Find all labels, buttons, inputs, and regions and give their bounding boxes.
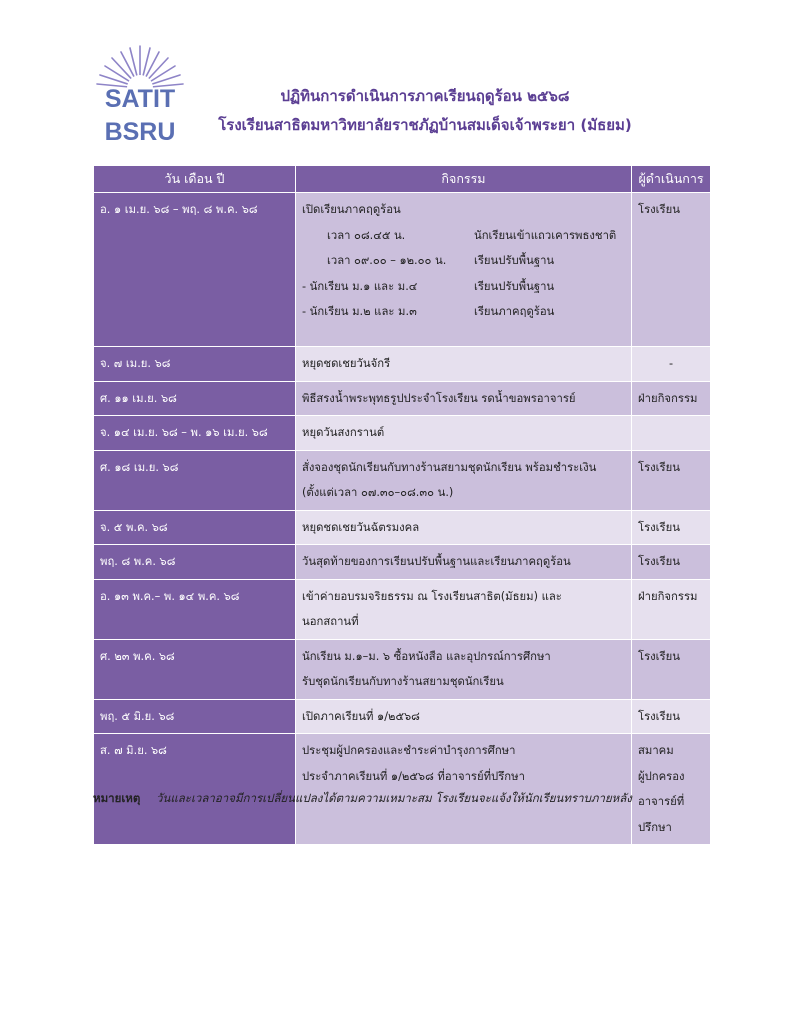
- row-activity: นักเรียน ม.๑–ม. ๖ ซื้อหนังสือ และอุปกรณ์การศึกษา รับชุดนักเรียนกับทางร้านสยามชุดนักเรียน: [296, 639, 632, 699]
- row-responsible: โรงเรียน: [632, 639, 711, 699]
- svg-text:BSRU: BSRU: [104, 118, 176, 146]
- column-header-date: วัน เดือน ปี: [94, 166, 296, 193]
- row-activity: เปิดภาคเรียนที่ ๑/๒๕๖๘: [296, 699, 632, 734]
- table-header-row: [94, 166, 711, 193]
- detail-group: - นักเรียน ม.๑ และ ม.๔: [302, 279, 418, 293]
- table-row: [94, 734, 711, 845]
- column-header-responsible: ผู้ดำเนินการ: [632, 166, 711, 193]
- document-title-block: [190, 82, 660, 140]
- detail-desc: เรียนปรับพื้นฐาน: [474, 279, 555, 293]
- row-date: ศ. ๑๘ เม.ย. ๖๘: [94, 450, 296, 510]
- row-responsible: โรงเรียน: [632, 699, 711, 734]
- page-title: ปฏิทินการดำเนินการภาคเรียนฤดูร้อน ๒๕๖๘: [280, 87, 570, 105]
- detail-group: - นักเรียน ม.๒ และ ม.๓: [302, 305, 417, 318]
- column-header-activity: กิจกรรม: [296, 166, 632, 193]
- svg-text:SATIT: SATIT: [104, 85, 176, 113]
- detail-time: เวลา ๐๙.๐๐ – ๑๒.๐๐ น.: [327, 254, 447, 267]
- row-responsible: ฝ่ายกิจกรรม: [632, 381, 711, 416]
- row-activity: หยุดชดเชยวันฉัตรมงคล: [296, 510, 632, 545]
- row-responsible: โรงเรียน: [632, 450, 711, 510]
- table-row: [94, 193, 711, 347]
- row-date: จ. ๗ เม.ย. ๖๘: [94, 347, 296, 382]
- table-row: [94, 579, 711, 639]
- row-date: ส. ๗ มิ.ย. ๖๘: [94, 734, 296, 845]
- activity-detail: [302, 223, 625, 249]
- detail-desc: เรียนภาคฤดูร้อน: [474, 305, 555, 318]
- row-date: อ. ๑๓ พ.ค.– พ. ๑๔ พ.ค. ๖๘: [94, 579, 296, 639]
- row-responsible: โรงเรียน: [632, 545, 711, 580]
- activity-detail: [302, 248, 625, 274]
- row-date: อ. ๑ เม.ย. ๖๘ – พฤ. ๘ พ.ค. ๖๘: [94, 193, 296, 347]
- row-activity: พิธีสรงน้ำพระพุทธรูปประจำโรงเรียน รดน้ำขอพรอาจารย์: [296, 381, 632, 416]
- row-responsible: โรงเรียน: [632, 510, 711, 545]
- row-date: พฤ. ๕ มิ.ย. ๖๘: [94, 699, 296, 734]
- row-activity: วันสุดท้ายของการเรียนปรับพื้นฐานและเรียนภาคฤดูร้อน: [296, 545, 632, 580]
- table-row: [94, 347, 711, 382]
- note-text: วันและเวลาอาจมีการเปลี่ยนแปลงได้ตามความเหมาะสม โรงเรียนจะแจ้งให้นักเรียนทราบภายหลัง: [156, 791, 632, 805]
- row-date: ศ. ๒๓ พ.ค. ๖๘: [94, 639, 296, 699]
- activity-title: เปิดเรียนภาคฤดูร้อน: [302, 203, 401, 216]
- row-date: จ. ๑๔ เม.ย. ๖๘ – พ. ๑๖ เม.ย. ๖๘: [94, 416, 296, 451]
- calendar-table: [93, 165, 711, 845]
- table-row: [94, 450, 711, 510]
- row-responsible: ฝ่ายกิจกรรม: [632, 579, 711, 639]
- row-activity: [296, 193, 632, 347]
- row-responsible: โรงเรียน: [632, 193, 711, 347]
- row-responsible: สมาคม ผู้ปกครอง อาจารย์ที่ ปรึกษา: [632, 734, 711, 845]
- detail-desc: เรียนปรับพื้นฐาน: [474, 254, 555, 267]
- footnote: [93, 790, 632, 808]
- school-logo: [94, 42, 186, 152]
- detail-time: เวลา ๐๘.๔๕ น.: [327, 228, 406, 242]
- table-row: [94, 639, 711, 699]
- row-activity: หยุดชดเชยวันจักรี: [296, 347, 632, 382]
- table-row: [94, 416, 711, 451]
- table-row: [94, 381, 711, 416]
- activity-detail: [302, 274, 625, 300]
- row-activity: หยุดวันสงกรานต์: [296, 416, 632, 451]
- row-date: จ. ๕ พ.ค. ๖๘: [94, 510, 296, 545]
- table-row: [94, 699, 711, 734]
- row-activity: เข้าค่ายอบรมจริยธรรม ณ โรงเรียนสาธิต(มัธยม) และ นอกสถานที่: [296, 579, 632, 639]
- table-row: [94, 545, 711, 580]
- note-label: หมายเหตุ: [93, 791, 141, 805]
- row-activity: สั่งจองชุดนักเรียนกับทางร้านสยามชุดนักเรียน พร้อมชำระเงิน (ตั้งแต่เวลา ๐๗.๓๐–๐๘.๓๐ น.): [296, 450, 632, 510]
- sunburst-logo-icon: [94, 42, 186, 152]
- row-activity: ประชุมผู้ปกครองและชำระค่าบำรุงการศึกษา ประจำภาคเรียนที่ ๑/๒๕๖๘ ที่อาจารย์ที่ปรึกษา: [296, 734, 632, 845]
- page-subtitle: โรงเรียนสาธิตมหาวิทยาลัยราชภัฏบ้านสมเด็จเจ้าพระยา (มัธยม): [218, 116, 632, 134]
- table-row: [94, 510, 711, 545]
- activity-detail: [302, 299, 625, 325]
- row-responsible: -: [632, 347, 711, 382]
- row-date: พฤ. ๘ พ.ค. ๖๘: [94, 545, 296, 580]
- detail-desc: นักเรียนเข้าแถวเคารพธงชาติ: [474, 228, 617, 242]
- row-date: ศ. ๑๑ เม.ย. ๖๘: [94, 381, 296, 416]
- row-responsible: [632, 416, 711, 451]
